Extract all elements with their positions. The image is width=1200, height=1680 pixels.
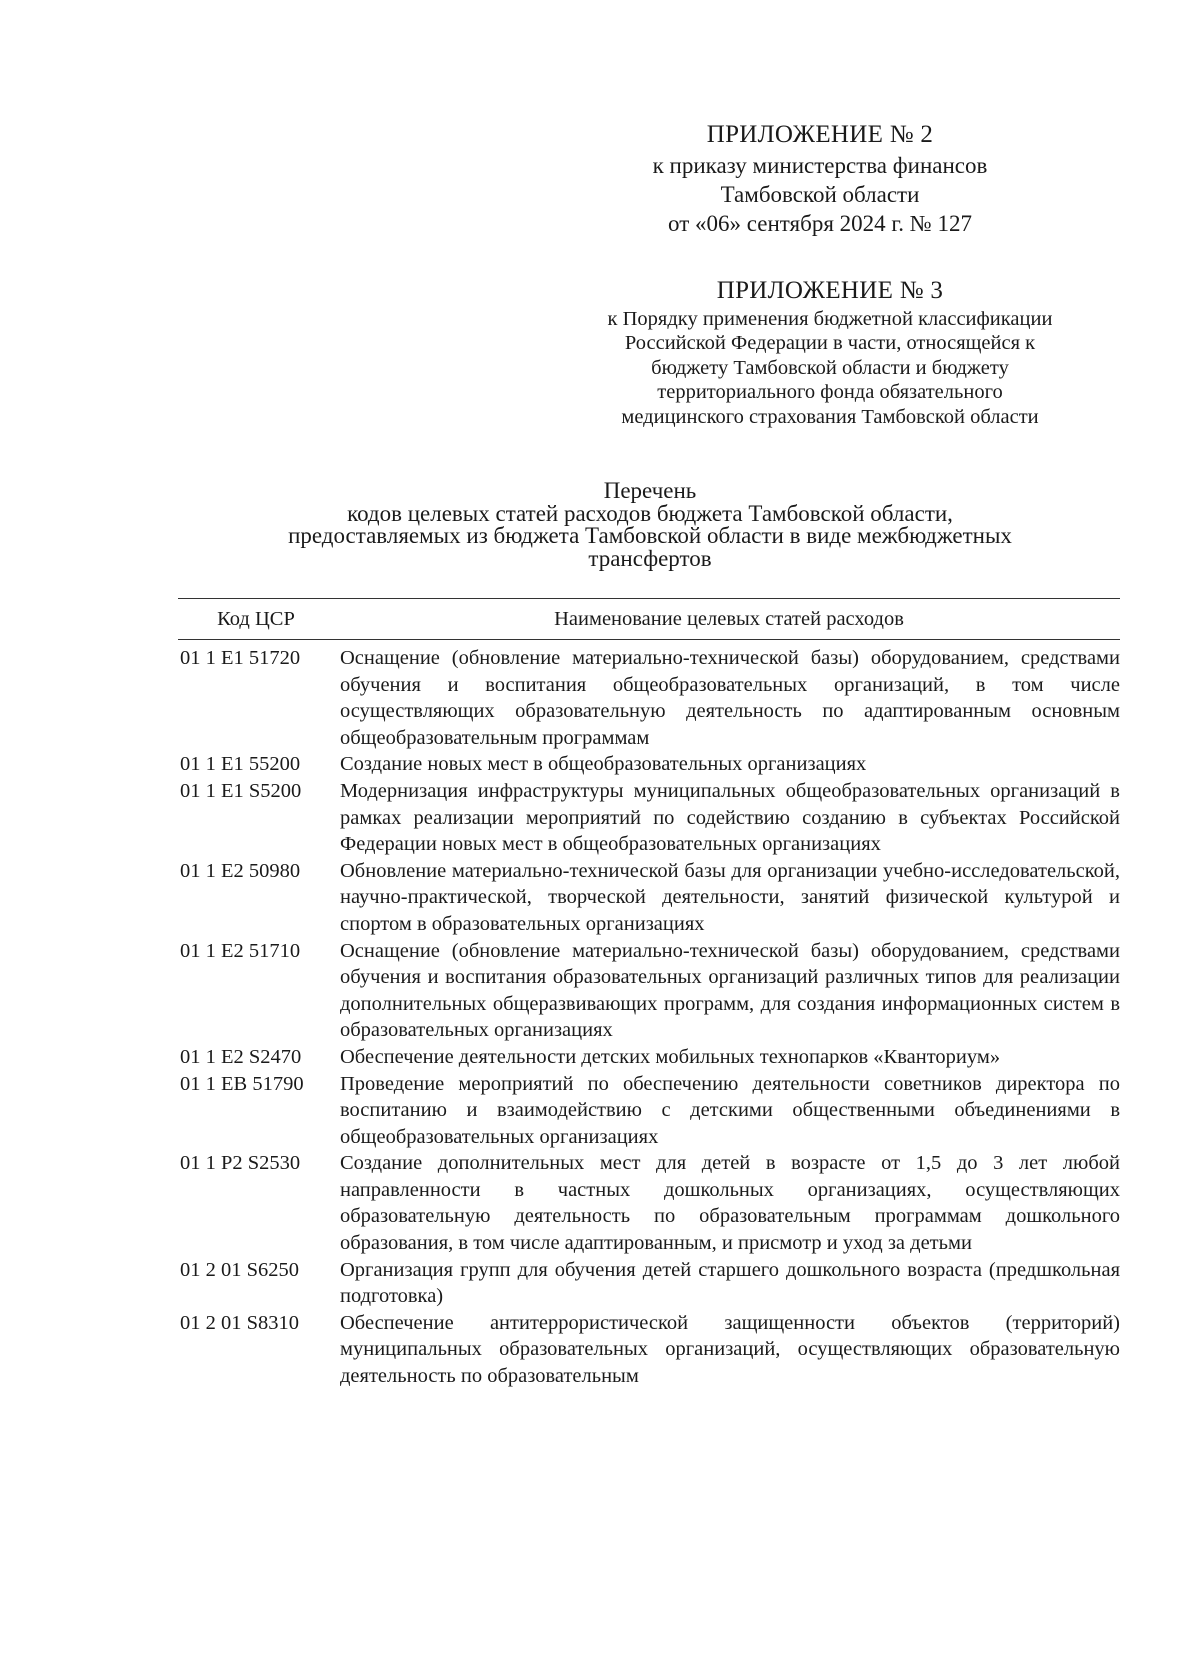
appendix-3-title: ПРИЛОЖЕНИЕ № 3: [716, 277, 944, 304]
row-code: 01 1 P2 S2530: [180, 1152, 301, 1175]
row-code: 01 1 E2 51710: [180, 939, 301, 962]
expense-codes-table: [178, 598, 1120, 1390]
row-name: Оснащение (обновление материально-технической базы) оборудованием, средствами обучения и воспитания общеобразовательных организаций, в том числе осуществляющих образовательную деятельность по адаптированным основным общеобразовательным программам: [340, 647, 1120, 749]
table-row: [178, 778, 1120, 858]
header-name: Наименование целевых статей расходов: [554, 607, 904, 630]
list-heading-line: трансфертов: [588, 545, 712, 571]
row-name: Проведение мероприятий по обеспечению деятельности советников директора по воспитанию и взаимодействию с детскими общественными объединениями в общеобразовательных организациях: [340, 1072, 1120, 1148]
row-name: Создание дополнительных мест для детей в возрасте от 1,5 до 3 лет любой направленности в частных дошкольных организациях, осуществляющих образовательную деятельность по образовательным программам дошкольного образования, в том числе адаптированным, и присмотр и уход за детьми: [340, 1152, 1120, 1255]
table-row: [178, 858, 1120, 938]
list-heading-line: Перечень: [603, 478, 697, 503]
row-name: Обновление материально-технической базы для организации учебно-исследовательской, научно-практической, творческой деятельности, занятий физической культурой и спортом в образовательных организациях: [340, 859, 1120, 935]
row-name: Обеспечение антитеррористической защищенности объектов (территорий) муниципальных образовательных организаций, осуществляющих образовательную деятельность по образовательным: [340, 1311, 1120, 1388]
table-row: [178, 1150, 1120, 1256]
row-name: Создание новых мест в общеобразовательных организациях: [340, 753, 867, 776]
table-header-rule: [178, 639, 1120, 640]
appendix-2-line: Тамбовской области: [720, 181, 920, 207]
table-row: [178, 1257, 1120, 1310]
list-heading: [180, 480, 1120, 570]
table-row: [178, 645, 1120, 751]
appendix-2-title: ПРИЛОЖЕНИЕ № 2: [706, 121, 934, 148]
list-heading-line: предоставляемых из бюджета Тамбовской области в виде межбюджетных: [288, 523, 1012, 549]
row-code: 01 2 01 S6250: [180, 1258, 300, 1281]
table-row: [178, 1071, 1120, 1151]
table-row: [178, 1044, 1120, 1071]
row-code: 01 1 E2 S2470: [180, 1045, 302, 1068]
row-name: Оснащение (обновление материально-технической базы) оборудованием, средствами обучения и воспитания образовательных организаций различных типов для реализации дополнительных общеразвивающих программ, для создания информационных систем в образовательных организациях: [340, 939, 1120, 1042]
row-code: 01 1 EB 51790: [180, 1072, 304, 1095]
appendix-3-block: [560, 276, 1100, 429]
row-code: 01 1 E1 51720: [180, 647, 301, 669]
appendix-3-line: территориального фонда обязательного: [657, 381, 1003, 404]
appendix-3-line: медицинского страхования Тамбовской области: [621, 405, 1039, 428]
appendix-2-block: [600, 120, 1040, 239]
header-code: Код ЦСР: [217, 607, 295, 630]
row-code: 01 1 E1 S5200: [180, 779, 302, 802]
appendix-3-line: к Порядку применения бюджетной классификации: [607, 307, 1053, 330]
appendix-2-line: от «06» сентября 2024 г. № 127: [668, 211, 972, 237]
appendix-2-line: к приказу министерства финансов: [652, 152, 988, 178]
row-code: 01 2 01 S8310: [180, 1311, 300, 1334]
table-row: [178, 1310, 1120, 1390]
appendix-3-line: Российской Федерации в части, относящейся к: [624, 332, 1036, 355]
row-name: Организация групп для обучения детей старшего дошкольного возраста (предшкольная подготовка): [340, 1258, 1120, 1308]
row-name: Модернизация инфраструктуры муниципальных общеобразовательных организаций в рамках реализации мероприятий по содействию созданию в субъектах Российской Федерации новых мест в общеобразовательных организациях: [340, 779, 1120, 856]
table-row: [178, 751, 1120, 778]
list-heading-line: кодов целевых статей расходов бюджета Тамбовской области,: [347, 500, 953, 526]
appendix-3-line: бюджету Тамбовской области и бюджету: [651, 356, 1009, 379]
table-body: [178, 645, 1120, 1390]
table-row: [178, 938, 1120, 1044]
row-code: 01 1 E2 50980: [180, 859, 301, 882]
row-name: Обеспечение деятельности детских мобильных технопарков «Кванториум»: [340, 1045, 1001, 1068]
table-header-row: [178, 599, 1120, 639]
row-code: 01 1 E1 55200: [180, 753, 301, 776]
